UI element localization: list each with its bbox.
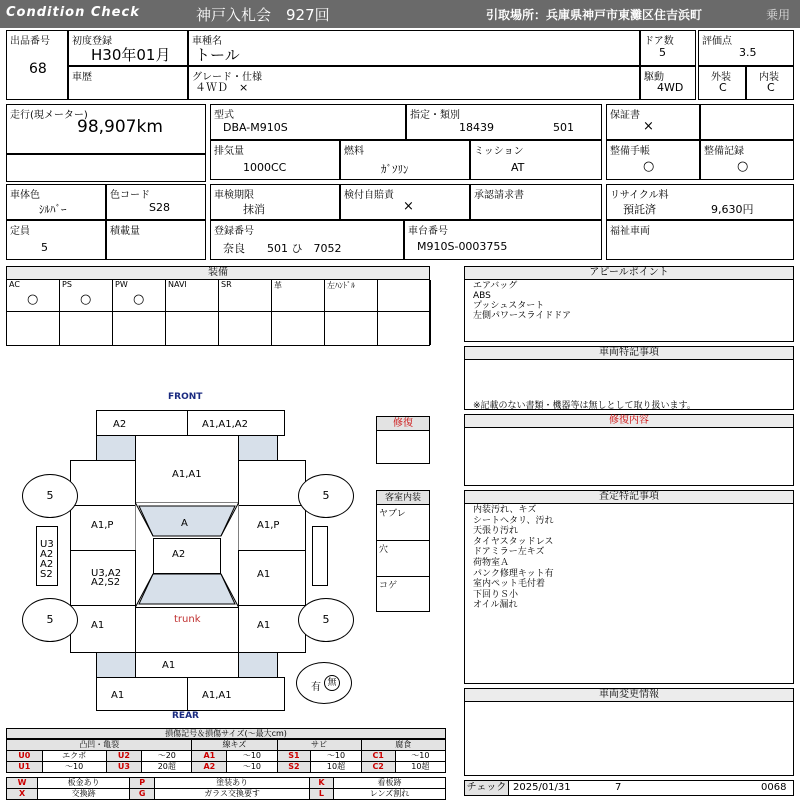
left-step-mark: A2	[40, 559, 54, 570]
lot-label: 出品番号	[10, 36, 50, 47]
displacement-cell	[210, 140, 340, 180]
equipment-cell-empty	[325, 312, 378, 345]
load-cell	[106, 220, 206, 260]
doors-cell	[640, 30, 696, 66]
check-code: 0068	[761, 782, 787, 793]
color-cell	[6, 184, 106, 220]
repair-title: 修復内容	[465, 415, 793, 428]
manual-label: 整備手帳	[610, 146, 650, 157]
displacement-label: 排気量	[214, 146, 244, 157]
appeal-item: ABS	[473, 291, 491, 301]
plate-label: 登録番号	[214, 226, 254, 237]
appeal-list	[473, 281, 571, 321]
taillight-right	[238, 652, 278, 678]
mark-rear-left: A1	[111, 690, 125, 701]
check-bar	[464, 780, 794, 796]
mission-cell	[470, 140, 602, 180]
rear-label: REAR	[172, 711, 199, 721]
interior-label: 内装	[759, 72, 779, 83]
fuel-cell	[340, 140, 470, 180]
warranty-label: 保証書	[610, 110, 640, 121]
front-bumper-left	[96, 410, 188, 436]
legend-desc: 〜10	[227, 751, 277, 762]
mark-rear-gate: A1	[162, 660, 176, 671]
tire-front-right: 5	[298, 474, 354, 518]
drive-value: 4WD	[657, 81, 684, 94]
interior-box-title: 客室内装	[377, 491, 429, 505]
interior-box	[376, 490, 430, 612]
equipment-label: PS	[62, 280, 72, 289]
equipment-label: PW	[115, 280, 128, 289]
mark-front-door-right: A1,P	[257, 520, 280, 531]
spare-label: 有	[311, 682, 321, 693]
right-step-panel	[312, 526, 328, 586]
model-value: DBA-M910S	[223, 121, 288, 134]
legend-code: A2	[192, 762, 227, 773]
drive-label: 駆動	[644, 72, 664, 83]
plate-value: 奈良 501 ひ 7052	[223, 242, 342, 255]
legend-desc: 20超	[142, 762, 192, 773]
inspection-cell	[210, 184, 340, 220]
check-label: チェック	[465, 781, 509, 795]
equipment-label: NAVI	[168, 280, 187, 289]
mark-rear-door-right: A1	[257, 569, 271, 580]
history-cell	[68, 66, 188, 100]
equipment-cell	[113, 280, 166, 312]
recycle-fee: 9,630円	[711, 203, 754, 216]
mark-roof: A2	[172, 549, 186, 560]
interior-grade: C	[767, 81, 775, 94]
legend-code: W	[7, 778, 38, 789]
lot-number: 68	[29, 61, 47, 77]
inspection-note-item: 内装汚れ、キズ	[473, 505, 537, 515]
designation-number: 18439	[459, 121, 494, 134]
interior-cell	[746, 66, 794, 100]
colorcode-label: 色コード	[110, 190, 150, 201]
legend-desc: 塗装あり	[155, 778, 310, 789]
equipment-value: ○	[80, 292, 92, 307]
designation-label: 指定・類別	[410, 110, 460, 121]
plate-cell	[210, 220, 404, 260]
equipment-cell-empty	[219, 312, 272, 345]
legend-code: S2	[277, 762, 311, 773]
mark-hood: A1,A1	[172, 469, 202, 480]
headlight-right	[238, 435, 278, 461]
name-label: 車種名	[192, 36, 222, 47]
inspection-notes-list	[473, 505, 554, 611]
recycle-label: リサイクル料	[610, 190, 669, 201]
appeal-section	[464, 266, 794, 342]
color-label: 車体色	[10, 190, 40, 201]
rear-gate	[135, 652, 239, 678]
tire-front-left: 5	[22, 474, 78, 518]
left-step-panel	[36, 526, 58, 586]
rear-quarter-left	[70, 605, 136, 653]
equipment-cell-empty	[166, 312, 219, 345]
reg-label: 初度登録	[72, 36, 112, 47]
equipment-cell-empty	[272, 312, 325, 345]
legend-desc: 〜10	[395, 751, 445, 762]
inspection-note-item: 天張り汚れ	[473, 526, 519, 537]
insurance-label: 検付自賠責	[344, 190, 394, 201]
taillight-left	[96, 652, 136, 678]
interior-tear: ヤブレ	[377, 505, 429, 541]
capacity-cell	[6, 220, 106, 260]
front-bumper-right	[187, 410, 285, 436]
equipment-value: ○	[133, 292, 145, 307]
equipment-cell-empty	[60, 312, 113, 345]
equipment-title: 装備	[7, 267, 429, 280]
left-step-marks	[40, 540, 54, 580]
repair-box	[376, 416, 430, 464]
fuel-label: 燃料	[344, 146, 364, 157]
legend-desc: 10超	[395, 762, 445, 773]
legend-desc: 交換跡	[38, 789, 130, 800]
inspection-note-item: シートヘタリ、汚れ	[473, 515, 554, 526]
mark-quarter-right: A1	[257, 620, 271, 631]
special-title: 車両特記事項	[465, 347, 793, 360]
equipment-cell	[272, 280, 325, 312]
legend-desc: 看板跡	[334, 778, 446, 789]
model-label: 型式	[214, 110, 234, 121]
mission-label: ミッション	[474, 146, 524, 157]
equipment-cell	[60, 280, 113, 312]
equipment-cell-empty	[378, 312, 431, 345]
recycle-status: 預託済	[623, 203, 656, 216]
mark-rear-door-left: U3,A2 A2,S2	[91, 568, 122, 588]
rear-quarter-right	[238, 605, 306, 653]
front-door-right	[238, 505, 306, 551]
legend-desc: 〜20	[142, 751, 192, 762]
legend-desc: エクボ	[42, 751, 106, 762]
designation-class: 501	[553, 121, 574, 134]
welfare-cell	[606, 220, 794, 260]
chassis-cell	[404, 220, 602, 260]
appeal-title: アピールポイント	[465, 267, 793, 280]
manual-value: ○	[643, 159, 655, 174]
mileage-extra-cell	[6, 154, 206, 182]
exterior-cell	[698, 66, 746, 100]
equipment-cell	[378, 280, 431, 312]
tire-rear-right: 5	[298, 598, 354, 642]
history-label: 車歴	[72, 72, 92, 83]
model-cell	[210, 104, 406, 140]
left-step-mark: A2	[40, 549, 54, 560]
first-registration: H30年01月	[91, 46, 171, 64]
legend-table-2	[6, 777, 446, 800]
legend-code: U3	[106, 762, 142, 773]
check-date: 2025/01/31	[513, 782, 571, 793]
legend-table	[6, 739, 446, 773]
inspection-note-item: タイヤスタッドレス	[473, 536, 554, 547]
equipment-value: ○	[27, 292, 39, 307]
pickup-location: 引取場所：兵庫県神戸市東灘区住吉浜町	[486, 8, 703, 22]
mileage-value: 98,907km	[77, 117, 163, 137]
exterior-grade: C	[719, 81, 727, 94]
legend-desc: 板金あり	[38, 778, 130, 789]
legend-desc: レンズ割れ	[334, 789, 446, 800]
record-label: 整備記録	[704, 146, 744, 157]
left-step-mark: S2	[40, 569, 53, 580]
colorcode-value: S28	[149, 201, 170, 214]
mileage-cell	[6, 104, 206, 154]
legend-code: K	[309, 778, 333, 789]
tire-rear-left: 5	[22, 598, 78, 642]
insurance-cell	[340, 184, 470, 220]
changes-title: 車両変更情報	[465, 689, 793, 702]
designation-cell	[406, 104, 602, 140]
record-value: ○	[737, 159, 749, 174]
legend-desc: 10超	[311, 762, 361, 773]
inspection-notes-section	[464, 490, 794, 684]
grade-cell	[188, 66, 640, 100]
inspection-value: 抹消	[243, 203, 265, 216]
legend-code: U2	[106, 751, 142, 762]
special-note: ※記載のない書類・機器等は無しとして取り扱います。	[473, 401, 696, 411]
legend-group: 凸凹・亀裂	[7, 740, 192, 751]
front-fender-right	[238, 460, 306, 506]
legend-code: L	[309, 789, 333, 800]
rear-bumper-left	[96, 677, 188, 711]
legend-group: 腐食	[361, 740, 445, 751]
fuel-value: ｶﾞｿﾘﾝ	[381, 163, 409, 176]
capacity-value: 5	[41, 241, 48, 254]
mark-quarter-left: A1	[91, 620, 105, 631]
record-cell	[700, 140, 794, 180]
load-label: 積載量	[110, 226, 140, 237]
header-bar	[0, 0, 800, 28]
mark-front-door-left: A1,P	[91, 520, 114, 531]
score-value: 3.5	[739, 46, 757, 59]
spare-tire	[296, 662, 352, 704]
front-door-left	[70, 505, 136, 551]
inspection-note-item: パンク修理キット有	[473, 568, 554, 579]
legend-group: サビ	[277, 740, 361, 751]
legend-group: 線キズ	[192, 740, 277, 751]
equipment-cell	[166, 280, 219, 312]
insurance-value: ×	[403, 199, 414, 214]
trunk-area	[135, 607, 239, 653]
mileage-label: 走行(現メーター)	[10, 110, 88, 121]
equipment-grid	[7, 280, 429, 345]
colorcode-cell	[106, 184, 206, 220]
roof-panel	[153, 538, 221, 574]
changes-section	[464, 688, 794, 776]
equipment-label: 革	[274, 281, 282, 290]
legend-code: X	[7, 789, 38, 800]
vehicle-category: 乗用	[766, 8, 791, 22]
legend-code: A1	[192, 751, 227, 762]
drive-cell	[640, 66, 696, 100]
legend-code: P	[130, 778, 155, 789]
recycle-cell	[606, 184, 794, 220]
legend-code: U0	[7, 751, 43, 762]
warranty-cell	[606, 104, 700, 140]
color-value: ｼﾙﾊﾞｰ	[39, 203, 67, 216]
front-fender-left	[70, 460, 136, 506]
grade-label: グレード・仕様	[192, 72, 262, 83]
equipment-label: AC	[9, 280, 20, 289]
rear-door-right	[238, 550, 306, 606]
warranty-extra-cell	[700, 104, 794, 140]
app-title: Condition Check	[6, 5, 140, 20]
check-number: 7	[615, 782, 622, 793]
rear-bumper-right	[187, 677, 285, 711]
equipment-cell	[7, 280, 60, 312]
legend-desc: ガラス交換要す	[155, 789, 310, 800]
legend-title: 損傷記号＆損傷サイズ(〜最大cm)	[6, 728, 446, 739]
rear-glass	[139, 574, 235, 604]
damage-legend	[6, 728, 446, 800]
equipment-label: SR	[221, 280, 232, 289]
grade-value: ４ＷＤ ×	[195, 81, 249, 94]
trunk-label: trunk	[174, 614, 201, 625]
legend-code: S1	[277, 751, 311, 762]
doors-label: ドア数	[644, 36, 674, 47]
equipment-cell	[325, 280, 378, 312]
appeal-item: 左側パワースライドドア	[473, 311, 572, 321]
legend-desc: 〜10	[311, 751, 361, 762]
mark-front-right: A1,A1,A2	[202, 419, 248, 430]
auction-name: 神戸入札会 927回	[196, 6, 330, 24]
legend-code: C2	[361, 762, 395, 773]
inspection-note-item: 荷物室Ａ	[473, 557, 510, 568]
score-label: 評価点	[702, 36, 732, 47]
interior-burn: コゲ	[379, 581, 398, 591]
inspection-notes-title: 査定特記事項	[465, 491, 793, 504]
legend-desc: 〜10	[227, 762, 277, 773]
doors-value: 5	[659, 46, 666, 59]
approval-label: 承認請求書	[474, 190, 524, 201]
inspection-note-item: 室内ペット毛付着	[473, 579, 546, 590]
legend-desc: 〜10	[42, 762, 106, 773]
displacement-value: 1000CC	[243, 161, 287, 174]
left-step-mark: U3	[40, 539, 54, 550]
approval-cell	[470, 184, 602, 220]
mark-windshield: A	[181, 518, 188, 529]
inspection-note-item: ドアミラー左キズ	[473, 547, 545, 558]
car-name: トール	[195, 46, 240, 64]
equipment-label: 左ﾊﾝﾄﾞﾙ	[327, 281, 355, 290]
chassis-value: M910S-0003755	[417, 240, 508, 253]
equipment-section	[6, 266, 430, 346]
repair-section	[464, 414, 794, 486]
name-cell	[188, 30, 640, 66]
warranty-value: ×	[643, 119, 654, 134]
appeal-item: エアバッグ	[473, 281, 518, 291]
inspection-note-item: 下回りＳ小	[473, 589, 519, 600]
front-label: FRONT	[168, 392, 203, 402]
mission-value: AT	[511, 161, 525, 174]
hood-panel	[135, 435, 239, 503]
appeal-item: プッシュスタート	[473, 301, 545, 311]
equipment-cell-empty	[113, 312, 166, 345]
repair-box-label: 修復	[377, 417, 429, 431]
equipment-cell-empty	[7, 312, 60, 345]
legend-code: U1	[7, 762, 43, 773]
lot-cell	[6, 30, 68, 100]
spare-none-icon: 無	[324, 675, 340, 691]
chassis-label: 車台番号	[408, 226, 448, 237]
score-cell	[698, 30, 794, 66]
mark-front-left: A2	[113, 419, 127, 430]
rear-door-left	[70, 550, 136, 606]
capacity-label: 定員	[10, 226, 30, 237]
manual-cell	[606, 140, 700, 180]
equipment-cell	[219, 280, 272, 312]
legend-code: C1	[361, 751, 395, 762]
exterior-label: 外装	[711, 72, 731, 83]
welfare-label: 福祉車両	[610, 226, 650, 237]
reg-cell	[68, 30, 188, 66]
inspection-label: 車検期限	[214, 190, 254, 201]
mark-rear-right: A1,A1	[202, 690, 232, 701]
inspection-note-item: オイル漏れ	[473, 600, 518, 611]
special-section	[464, 346, 794, 410]
legend-code: G	[130, 789, 155, 800]
headlight-left	[96, 435, 136, 461]
interior-hole: 穴	[377, 541, 429, 577]
